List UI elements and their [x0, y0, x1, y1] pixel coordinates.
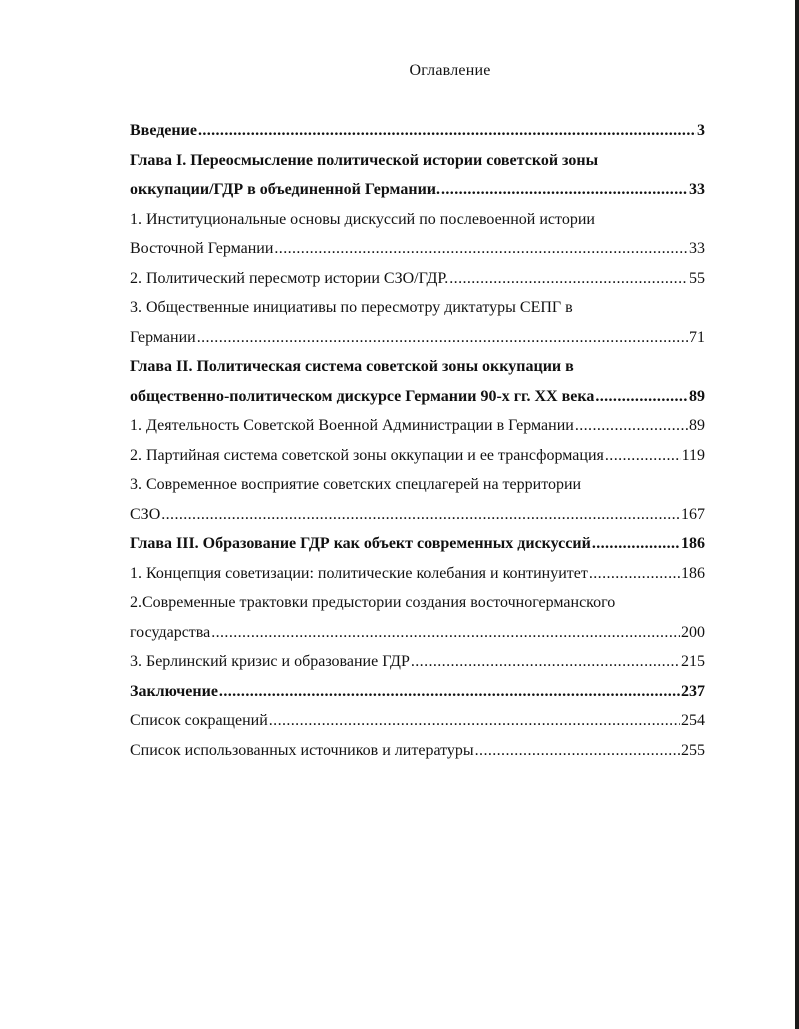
toc-entry-line [130, 529, 705, 559]
toc-entry[interactable] [130, 411, 705, 441]
page-title: Оглавление [409, 62, 491, 79]
table-of-contents [130, 116, 705, 765]
toc-entry-line [130, 470, 705, 500]
toc-page-number: 71 [689, 328, 705, 346]
dot-leader [411, 647, 680, 677]
toc-entry-line [130, 500, 705, 530]
dot-leader [219, 677, 680, 707]
dot-leader [441, 175, 688, 205]
dot-leader [475, 736, 680, 766]
toc-entry-title: Восточной Германии [130, 240, 274, 257]
toc-page-number: 33 [689, 181, 705, 198]
toc-page-number: 255 [681, 741, 705, 759]
toc-entry[interactable] [130, 677, 705, 707]
toc-entry-title: Глава II. Политическая система советской зоны оккупации в [130, 358, 574, 375]
toc-page-number: 186 [681, 564, 705, 582]
toc-page-number: 254 [681, 712, 705, 729]
toc-entry-title: СЗО [130, 505, 161, 523]
toc-entry[interactable] [130, 264, 705, 294]
toc-page-number: 55 [689, 269, 705, 287]
toc-entry-title: 3. Общественные инициативы по пересмотру диктатуры СЕПГ в [130, 299, 573, 316]
dot-leader [211, 618, 680, 648]
toc-page-number: 119 [681, 446, 705, 464]
toc-page-number: 167 [681, 505, 705, 523]
toc-entry-line [130, 352, 705, 382]
dot-leader [274, 234, 688, 264]
toc-entry-title: 2. Политический пересмотр истории СЗО/ГДР. [130, 269, 449, 287]
scan-edge [795, 0, 799, 1029]
toc-entry[interactable] [130, 116, 705, 146]
toc-entry-line [130, 677, 705, 707]
dot-leader [589, 559, 680, 589]
dot-leader [592, 529, 680, 559]
toc-entry-title: 1. Институциональные основы дискуссий по послевоенной истории [130, 210, 595, 228]
toc-entry-title: Заключение [130, 682, 218, 700]
toc-page-number: 200 [681, 623, 705, 641]
toc-page-number: 3 [697, 122, 705, 139]
toc-entry[interactable] [130, 559, 705, 589]
toc-entry-title: 3. Современное восприятие советских спецлагерей на территории [130, 476, 582, 493]
toc-entry[interactable] [130, 352, 705, 411]
toc-entry[interactable] [130, 441, 705, 471]
toc-entry[interactable] [130, 736, 705, 766]
toc-entry-title: Список сокращений [130, 712, 268, 729]
toc-entry[interactable] [130, 647, 705, 677]
dot-leader [197, 323, 688, 353]
dot-leader [449, 264, 688, 294]
toc-entry-title: 3. Берлинский кризис и образование ГДР [130, 653, 410, 670]
toc-entry-line [130, 234, 705, 264]
toc-entry-line [130, 559, 705, 589]
toc-entry[interactable] [130, 293, 705, 352]
toc-entry-line [130, 323, 705, 353]
toc-entry-title: Глава I. Переосмысление политической истории советской зоны [130, 151, 599, 169]
toc-page-number: 215 [681, 653, 705, 670]
toc-entry-line [130, 382, 705, 412]
toc-page-number: 186 [681, 535, 705, 552]
toc-page-number: 89 [689, 417, 705, 434]
toc-entry-line [130, 264, 705, 294]
toc-entry-title: государства [130, 623, 211, 641]
toc-entry-title: Германии [130, 328, 196, 346]
toc-entry-line [130, 736, 705, 766]
toc-entry-title: Список использованных источников и литературы [130, 741, 474, 759]
toc-entry-title: 2. Партийная система советской зоны оккупации и ее трансформация [130, 446, 604, 464]
toc-entry[interactable] [130, 529, 705, 559]
toc-entry-title: 1. Деятельность Советской Военной Администрации в Германии [130, 417, 574, 434]
dot-leader [575, 411, 688, 441]
toc-entry[interactable] [130, 588, 705, 647]
toc-entry-title: оккупации/ГДР в объединенной Германии. [130, 181, 440, 198]
dot-leader [605, 441, 681, 471]
toc-entry-line [130, 175, 705, 205]
toc-entry-line [130, 441, 705, 471]
toc-entry-line [130, 293, 705, 323]
toc-page-number: 237 [681, 682, 705, 700]
toc-entry[interactable] [130, 470, 705, 529]
dot-leader [269, 706, 680, 736]
toc-entry-title: 1. Концепция советизации: политические колебания и континуитет [130, 564, 588, 582]
toc-entry-line [130, 618, 705, 648]
toc-page-number: 89 [689, 387, 705, 405]
toc-entry-line [130, 116, 705, 146]
toc-entry-title: Глава III. Образование ГДР как объект современных дискуссий [130, 535, 591, 552]
toc-entry-line [130, 647, 705, 677]
toc-entry[interactable] [130, 146, 705, 205]
toc-entry-title: 2.Современные трактовки предыстории создания восточногерманского [130, 594, 616, 611]
dot-leader [198, 116, 696, 146]
toc-entry-title: общественно-политическом дискурсе Германии 90-х гг. XX века [130, 387, 595, 405]
toc-entry-line [130, 706, 705, 736]
dot-leader [595, 382, 688, 412]
toc-page-number: 33 [689, 240, 705, 257]
toc-entry[interactable] [130, 205, 705, 264]
toc-entry-line [130, 146, 705, 176]
toc-entry[interactable] [130, 706, 705, 736]
dot-leader [161, 500, 680, 530]
toc-entry-title: Введение [130, 122, 197, 139]
toc-entry-line [130, 588, 705, 618]
toc-entry-line [130, 411, 705, 441]
toc-entry-line [130, 205, 705, 235]
